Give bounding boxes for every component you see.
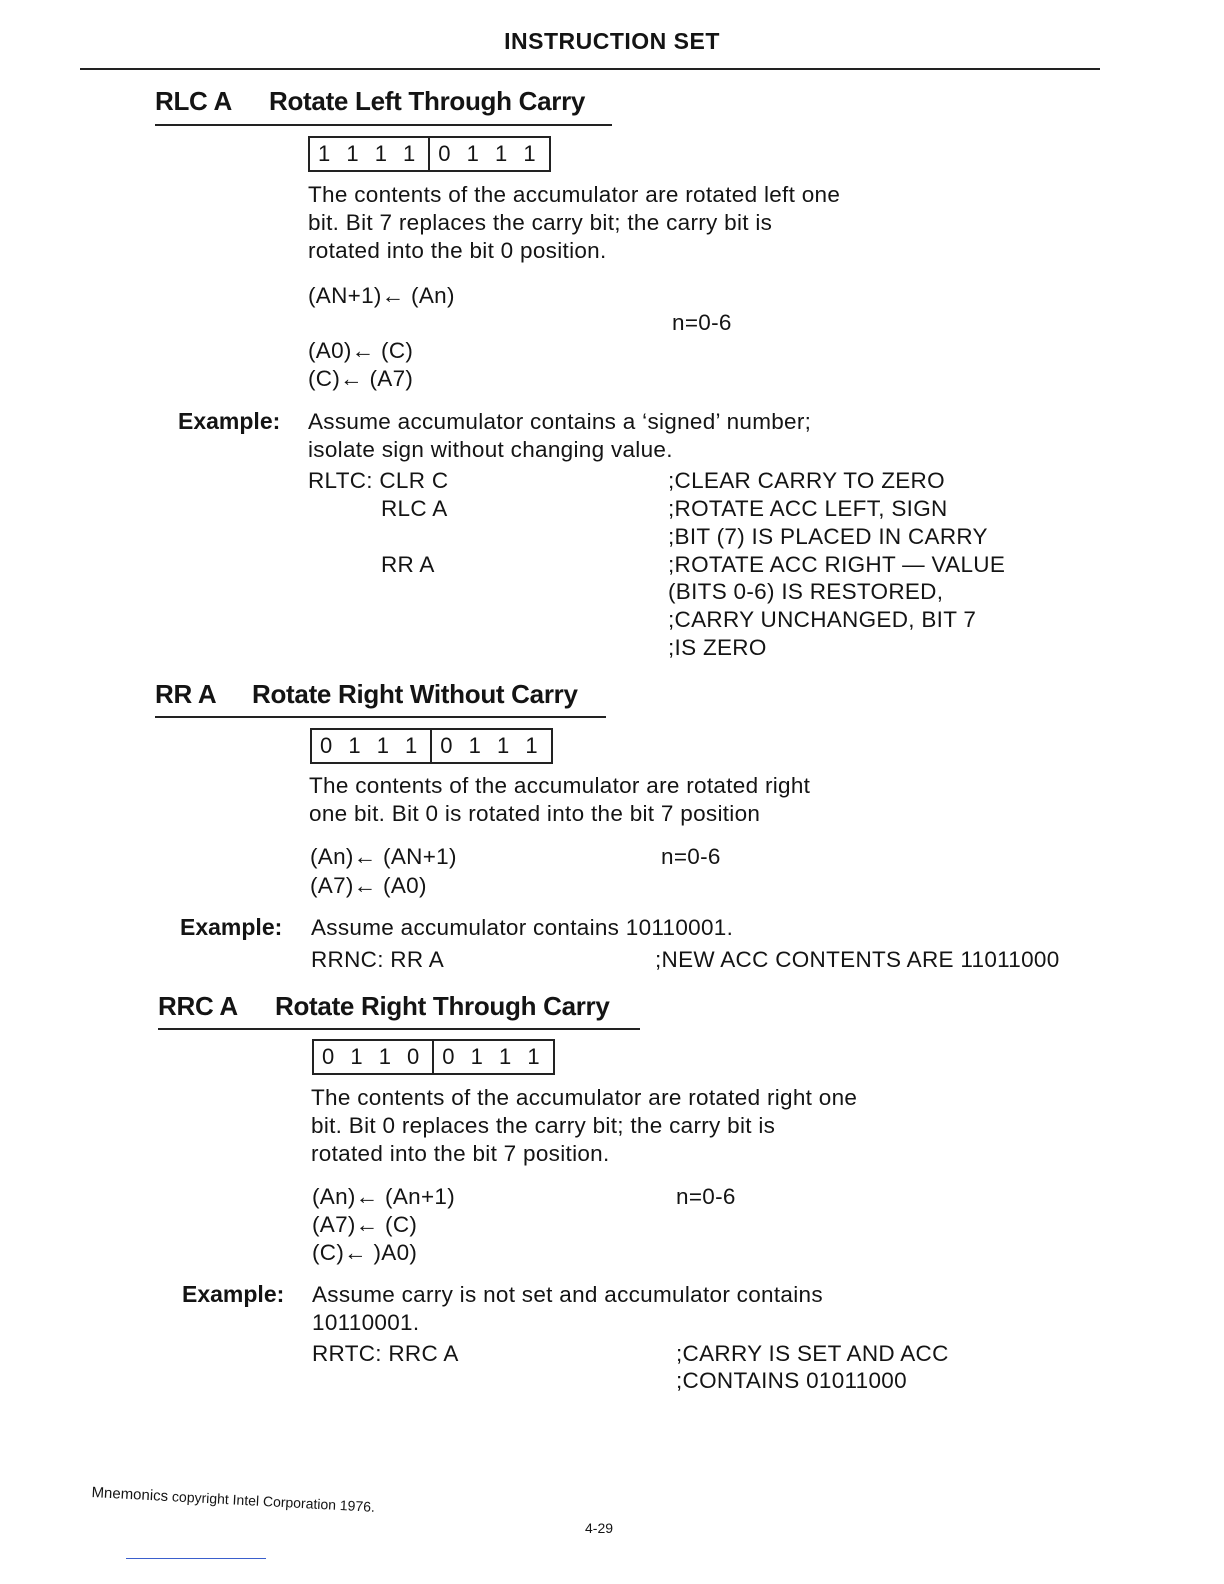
opcode-low-nibble: 0 1 1 1 <box>428 138 548 170</box>
opcode-high-nibble: 1 1 1 1 <box>318 141 421 166</box>
code-label: RRTC: RRC A <box>312 1341 459 1366</box>
operation-line: (An)← (AN+1) <box>310 844 457 869</box>
section-rule <box>155 716 606 718</box>
code-comment: ;CLEAR CARRY TO ZERO <box>668 468 945 493</box>
example-text: Assume accumulator contains 10110001. <box>311 915 734 940</box>
operation-line: (A0)← (C) <box>308 338 414 363</box>
header-rule <box>80 68 1100 70</box>
section-title-rrc <box>158 991 610 1022</box>
code-label: RR A <box>381 552 435 577</box>
description-line: bit. Bit 7 replaces the carry bit; the carry bit is <box>308 210 773 235</box>
opcode-box <box>312 1039 555 1075</box>
scan-edge-line <box>126 1558 266 1559</box>
section-name: Rotate Left Through Carry <box>269 86 586 116</box>
section-title-rr <box>155 679 578 710</box>
operation-line: (C)← )A0) <box>312 1240 418 1265</box>
code-label: RLTC: CLR C <box>308 468 449 493</box>
code-label: RRNC: RR A <box>311 947 445 972</box>
copyright-rest: copyright Intel Corporation 1976. <box>167 1488 376 1515</box>
copyright-note <box>91 1484 375 1516</box>
page-number: 4-29 <box>585 1520 614 1536</box>
operation-line: (AN+1)← (An) <box>308 283 455 308</box>
opcode-low-nibble: 0 1 1 1 <box>432 1041 552 1073</box>
example-text: Assume carry is not set and accumulator contains <box>312 1282 823 1307</box>
code-label: RLC A <box>381 496 448 521</box>
section-mnemonic: RRC A <box>158 991 238 1021</box>
code-comment: (BITS 0-6) IS RESTORED, <box>668 579 944 604</box>
example-label: Example: <box>182 1281 285 1307</box>
code-comment: ;ROTATE ACC RIGHT — VALUE <box>668 552 1006 577</box>
section-rule <box>158 1028 640 1030</box>
description-line: bit. Bit 0 replaces the carry bit; the carry bit is <box>311 1113 776 1138</box>
description-line: The contents of the accumulator are rotated right <box>309 773 811 798</box>
example-text: 10110001. <box>312 1310 420 1335</box>
code-comment: ;IS ZERO <box>668 635 767 660</box>
code-comment: ;ROTATE ACC LEFT, SIGN <box>668 496 948 521</box>
opcode-high-nibble: 0 1 1 1 <box>320 733 423 758</box>
operation-line: (A7)← (C) <box>312 1212 418 1237</box>
opcode-box <box>310 728 553 764</box>
code-comment: ;CARRY UNCHANGED, BIT 7 <box>668 607 977 632</box>
code-comment: ;CONTAINS 01011000 <box>676 1368 907 1393</box>
opcode-box <box>308 136 551 172</box>
section-name: Rotate Right Without Carry <box>252 679 578 709</box>
description-line: rotated into the bit 7 position. <box>311 1141 610 1166</box>
operation-line: (An)← (An+1) <box>312 1184 456 1209</box>
section-mnemonic: RR A <box>155 679 217 709</box>
description-line: The contents of the accumulator are rotated right one <box>311 1085 858 1110</box>
operation-range: n=0-6 <box>672 310 732 335</box>
example-text: Assume accumulator contains a ‘signed’ number; <box>308 409 812 434</box>
operation-line: (C)← (A7) <box>308 366 414 391</box>
code-comment: ;NEW ACC CONTENTS ARE 11011000 <box>655 947 1060 972</box>
copyright-prefix: Mnemonics <box>91 1484 169 1505</box>
code-comment: ;CARRY IS SET AND ACC <box>676 1341 949 1366</box>
opcode-high-nibble: 0 1 1 0 <box>322 1044 425 1069</box>
section-mnemonic: RLC A <box>155 86 232 116</box>
section-rule <box>155 124 612 126</box>
example-label: Example: <box>180 914 283 940</box>
section-name: Rotate Right Through Carry <box>275 991 610 1021</box>
code-comment: ;BIT (7) IS PLACED IN CARRY <box>668 524 988 549</box>
example-label: Example: <box>178 408 281 434</box>
operation-range: n=0-6 <box>676 1184 736 1209</box>
section-title-rlc <box>155 86 585 117</box>
example-text: isolate sign without changing value. <box>308 437 673 462</box>
operation-line: (A7)← (A0) <box>310 873 427 898</box>
opcode-low-nibble: 0 1 1 1 <box>430 730 550 762</box>
description-line: one bit. Bit 0 is rotated into the bit 7 position <box>309 801 761 826</box>
description-line: The contents of the accumulator are rotated left one <box>308 182 841 207</box>
description-line: rotated into the bit 0 position. <box>308 238 607 263</box>
operation-range: n=0-6 <box>661 844 721 869</box>
page-header-title: INSTRUCTION SET <box>504 28 720 54</box>
